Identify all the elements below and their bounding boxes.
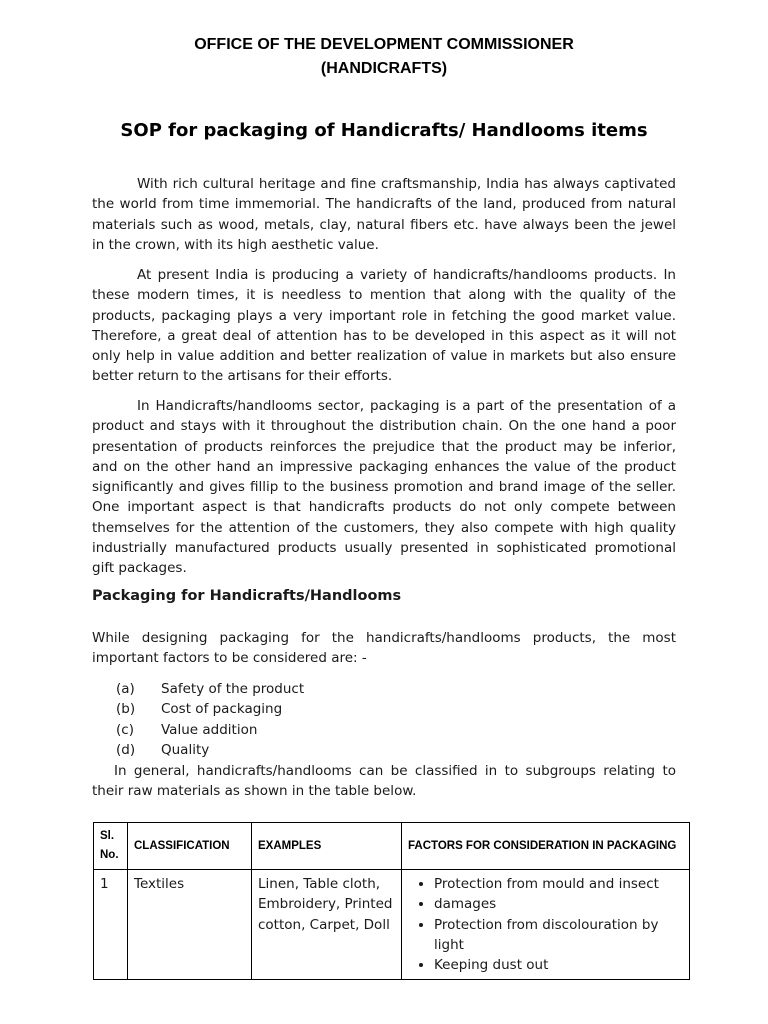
document-title: SOP for packaging of Handicrafts/ Handlooms items (120, 120, 648, 141)
cell-factors (402, 870, 690, 980)
section-heading: Packaging for Handicrafts/Handlooms (92, 588, 402, 604)
table-header-row (94, 823, 690, 870)
paragraph-1: With rich cultural heritage and fine craftsmanship, India has always captivated the world from time immemorial. The handicrafts of the land, produced from natural materials such as wood, metals, clay, natural fibers etc. have always been the jewel in the crown, with its high aesthetic value. (92, 176, 676, 253)
header-classification: CLASSIFICATION (128, 823, 252, 870)
list-item: • damages (434, 894, 683, 914)
paragraph-2: At present India is producing a variety of handicrafts/handlooms products. In these modern times, it is needless to mention that along with the quality of the products, packaging plays a very important role in fetching the good market value. Therefore, a great deal of attention has to be developed in this aspect as it will not only help in value addition and better realization of value in markets but also ensure better return to the artisans for their efforts. (92, 267, 676, 385)
header-examples: EXAMPLES (252, 823, 402, 870)
list-item: • Protection from discolouration by light (434, 915, 683, 956)
header-sl-no: Sl. No. (94, 823, 128, 870)
list-item: (a) Safety of the product (116, 681, 305, 697)
header-factors: FACTORS FOR CONSIDERATION IN PACKAGING (402, 823, 690, 870)
office-subheading: (HANDICRAFTS) (320, 60, 448, 77)
list-item: • Keeping dust out (434, 955, 683, 975)
list-item: (d) Quality (116, 741, 210, 758)
list-item: (b) Cost of packaging (116, 701, 283, 718)
factors-intro: While designing packaging for the handicrafts/handlooms products, the most important factors to be considered are: - (92, 630, 676, 667)
cell-classification: Textiles (128, 870, 252, 980)
factors-list (116, 679, 304, 760)
factors-bullet-list (408, 874, 683, 975)
table-row (94, 870, 690, 980)
classification-intro: In general, handicrafts/handlooms can be classified in to subgroups relating to their raw materials as shown in the table below. (92, 763, 676, 800)
list-item: • Protection from mould and insect (434, 874, 683, 894)
cell-sl-no: 1 (94, 870, 128, 980)
classification-table (93, 822, 690, 980)
paragraph-3: In Handicrafts/handlooms sector, packaging is a part of the presentation of a product and stays with it throughout the distribution chain. On the one hand a poor presentation of products reinforces the prejudice that the product may be inferior, and on the other hand an impressive packaging enhances the value of the product significantly and gives fillip to the business promotion and brand image of the seller. One important aspect is that handicrafts products do not only compete between themselves for the attention of the customers, they also compete with high quality industrially manufactured products usually presented in sophisticated promotional gift packages. (92, 398, 676, 577)
office-heading: OFFICE OF THE DEVELOPMENT COMMISSIONER (194, 36, 574, 53)
cell-examples: Linen, Table cloth, Embroidery, Printed cotton, Carpet, Doll (252, 870, 402, 980)
list-item: (c) Value addition (116, 721, 258, 738)
